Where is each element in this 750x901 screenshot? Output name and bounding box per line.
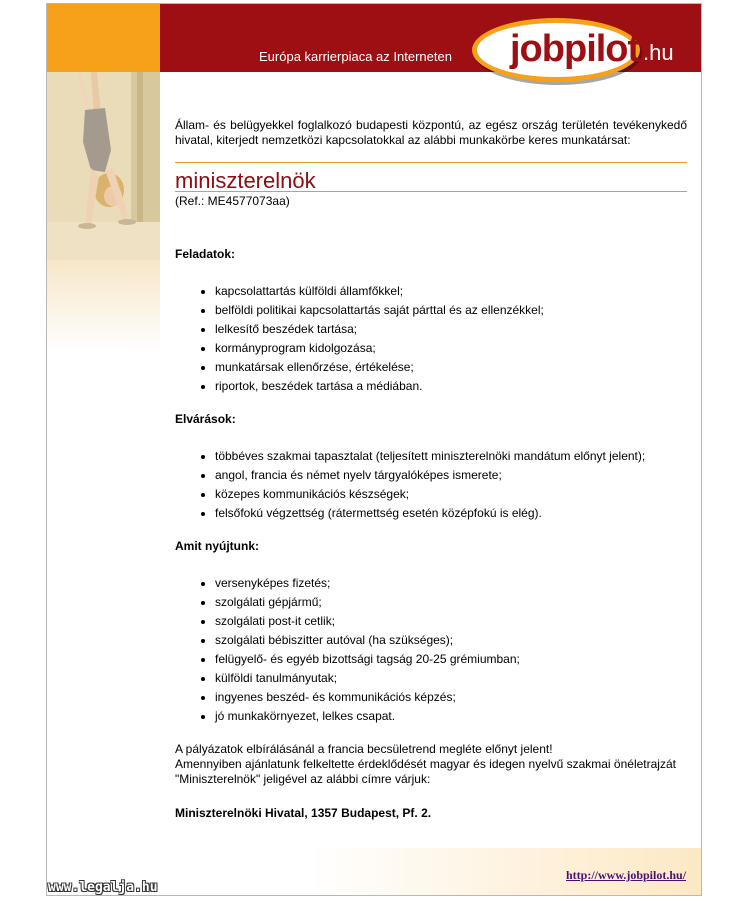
list-item: • munkatársak ellenőrzése, értékelése; [215,360,687,375]
section-heading-offer: Amit nyújtunk: [175,539,259,553]
handstand-photo [47,72,160,260]
closing-note: A pályázatok elbírálásánál a francia becsületrend megléte előnyt jelent! [175,742,553,756]
reference-code: (Ref.: ME4577073aa) [175,194,290,208]
jobpilot-website-link[interactable]: http://www.jobpilot.hu/ [566,868,687,882]
list-item: • szolgálati post-it cetlik; [215,614,687,629]
tasks-list [175,284,687,394]
site-watermark: www.legalja.hu [48,880,158,895]
list-item: • belföldi politikai kapcsolattartás saját párttal és az ellenzékkel; [215,303,687,318]
header-orange-block [47,4,160,72]
list-item: • felügyelő- és egyéb bizottsági tagság 20-25 grémiumban; [215,652,687,667]
list-item: • versenyképes fizetés; [215,576,687,591]
section-heading-tasks: Feladatok: [175,247,236,261]
sidebar-fade [47,260,160,350]
postal-address: Miniszterelnöki Hivatal, 1357 Budapest, Pf. 2. [175,806,432,820]
list-item: • jó munkakörnyezet, lelkes csapat. [215,709,687,724]
list-item: • külföldi tanulmányutak; [215,671,687,686]
offer-list [175,576,687,724]
application-instructions: Amennyiben ajánlatunk felkeltette érdeklődését magyar és idegen nyelvű szakmai önéletrajzát "Miniszterelnök" jeligével az alábbi címre várjuk: [175,757,676,786]
list-item: • szolgálati bébiszitter autóval (ha szükséges); [215,633,687,648]
list-item: • felsőfokú végzettség (rátermettség esetén középfokú is elég). [215,506,687,521]
header-tagline: Európa karrierpiaca az Interneten [259,49,452,64]
list-item: • szolgálati gépjármű; [215,595,687,610]
list-item: • angol, francia és német nyelv tárgyalóképes ismerete; [215,468,687,483]
list-item: • ingyenes beszéd- és kommunikációs képzés; [215,690,687,705]
list-item: • közepes kommunikációs készségek; [215,487,687,502]
list-item: • lelkesítő beszédek tartása; [215,322,687,337]
logo-domain-suffix: .hu [643,40,674,65]
employer-intro: Állam- és belügyekkel foglalkozó budapesti központú, az egész ország területén tevékenykedő hivatal, kiterjedt nemzetközi kapcsolatokkal az alábbi munkakörbe keres munkatársat: [175,118,687,147]
requirements-list [175,449,687,521]
position-title: miniszterelnök [175,168,316,193]
jobpilot-logo[interactable]: jobpilot [510,28,640,70]
job-ad-content [175,118,687,821]
list-item: • kormányprogram kidolgozása; [215,341,687,356]
section-heading-requirements: Elvárások: [175,412,236,426]
list-item: • többéves szakmai tapasztalat (teljesített miniszterelnöki mandátum előnyt jelent); [215,449,687,464]
list-item: • riportok, beszédek tartása a médiában. [215,379,687,394]
handstand-person-illustration [47,72,160,260]
divider-top [175,162,687,163]
list-item: • kapcsolattartás külföldi államfőkkel; [215,284,687,299]
